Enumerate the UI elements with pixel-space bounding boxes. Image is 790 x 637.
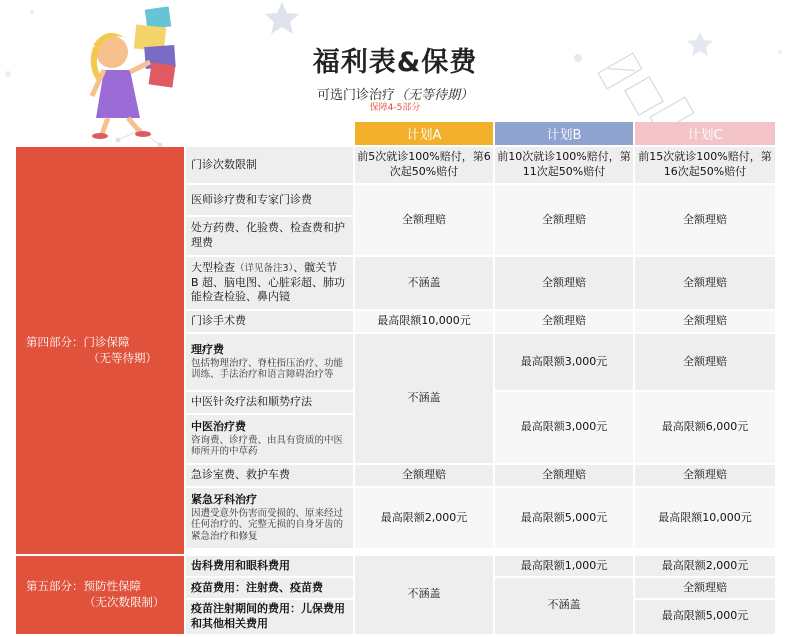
plan-c-header: 计划C: [635, 122, 775, 145]
item-tcm-detail: 咨询费、诊疗费、由具有资质的中医师所开的中草药: [191, 434, 344, 458]
cell-a: 不涵盖: [355, 334, 493, 463]
section-4-subtitle: （无等待期）: [88, 350, 157, 365]
cell-a: 最高限额2,000元: [355, 488, 493, 548]
cell-c: 全额理赔: [635, 257, 775, 309]
plan-a-header: 计划A: [355, 122, 493, 145]
cell-c: 最高限额6,000元: [635, 392, 775, 463]
cell-a: 全额理赔: [355, 465, 493, 486]
section-5-label: [16, 556, 184, 634]
section-4-label: [16, 147, 184, 554]
item-vaccine-period: 疫苗注射期间的费用：儿保费用和其他相关费用: [186, 600, 353, 634]
cell-b: 不涵盖: [495, 578, 633, 634]
item-dental-emergency: [186, 488, 353, 548]
item-surgery: 门诊手术费: [186, 311, 353, 332]
item-acupuncture: 中医针灸疗法和顺势疗法: [186, 392, 353, 413]
page-title: 福利表&保费: [312, 47, 478, 78]
cell-b: 最高限额5,000元: [495, 488, 633, 548]
section-note: 保障4-5部分: [369, 103, 421, 113]
cell-b: 最高限额3,000元: [495, 334, 633, 390]
cell-b: 最高限额3,000元: [495, 392, 633, 463]
item-tcm-title: 中医治疗费: [191, 419, 246, 433]
cell-a: 最高限额10,000元: [355, 311, 493, 332]
section-4-title: 第四部分：门诊保障: [26, 334, 130, 349]
cell-c: 最高限额10,000元: [635, 488, 775, 548]
cell-a: 前5次就诊100%赔付，第6次起50%赔付: [355, 147, 493, 183]
section-5-title: 第五部分：预防性保障: [26, 579, 141, 594]
section-5-subtitle: （无次数限制）: [84, 594, 165, 609]
item-dental-eye: 齿科费用和眼科费用: [186, 556, 353, 576]
subtitle-text: 可选门诊治疗: [316, 88, 395, 103]
cell-b: 全额理赔: [495, 465, 633, 486]
cell-a: 不涵盖: [355, 556, 493, 634]
cell-a: 全额理赔: [355, 185, 493, 255]
item-major-exams: [186, 257, 353, 309]
subtitle-paren: （无等待期）: [395, 88, 474, 103]
item-physio: [186, 334, 353, 390]
item-major-exams-note: （详见备注3）: [235, 262, 294, 274]
item-visit-limit: 门诊次数限制: [186, 147, 353, 183]
item-dental-detail: 因遭受意外伤害而受损的、原来经过任何治疗的、完整无损的自身牙齿的紧急治疗和修复: [191, 507, 344, 543]
plan-b-header: 计划B: [495, 122, 633, 145]
cell-b: 全额理赔: [495, 257, 633, 309]
cell-c: 全额理赔: [635, 185, 775, 255]
cell-c: 全额理赔: [635, 465, 775, 486]
cell-a: 不涵盖: [355, 257, 493, 309]
item-emergency: 急诊室费、救护车费: [186, 465, 353, 486]
item-dental-title: 紧急牙科治疗: [191, 492, 257, 506]
cell-c: 全额理赔: [635, 334, 775, 390]
item-vaccine: 疫苗费用：注射费、疫苗费: [186, 578, 353, 598]
benefits-table: [14, 120, 777, 636]
item-prescription-fee: 处方药费、化验费、检查费和护理费: [186, 217, 353, 255]
star-icon: [265, 2, 299, 34]
cell-c: 前15次就诊100%赔付，第16次起50%赔付: [635, 147, 775, 183]
plan-header-row: [16, 122, 775, 145]
item-major-exams-a: 大型检查: [191, 260, 235, 274]
table-row: [16, 147, 775, 183]
item-major-exams-b: 、髋关节 B 超、脑电图、心脏彩超、肺功能检查检验、鼻内镜: [191, 260, 346, 304]
cell-c: 最高限额2,000元: [635, 556, 775, 576]
item-physio-title: 理疗费: [191, 342, 224, 356]
cell-b: 全额理赔: [495, 311, 633, 332]
cell-b: 前10次就诊100%赔付，第11次起50%赔付: [495, 147, 633, 183]
item-tcm: [186, 415, 353, 463]
cell-b: 最高限额1,000元: [495, 556, 633, 576]
item-doctor-fee: 医师诊疗费和专家门诊费: [186, 185, 353, 215]
cell-c: 最高限额5,000元: [635, 600, 775, 634]
cell-c: 全额理赔: [635, 578, 775, 598]
item-physio-detail: 包括物理治疗、脊柱指压治疗、功能训练、手法治疗和语言障碍治疗等: [191, 357, 344, 381]
cell-b: 全额理赔: [495, 185, 633, 255]
table-row: [16, 556, 775, 576]
cell-c: 全额理赔: [635, 311, 775, 332]
